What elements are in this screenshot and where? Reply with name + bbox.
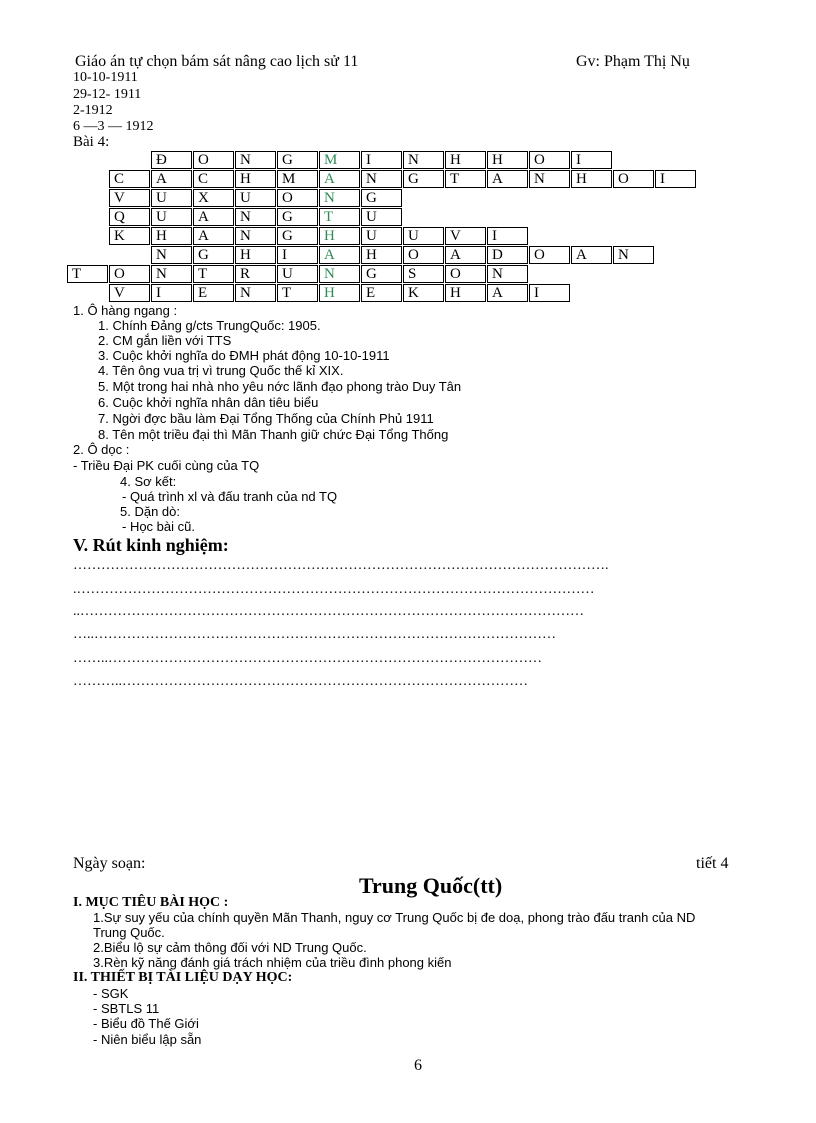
crossword-key-cell: A <box>319 246 360 264</box>
question-item: 3. Cuộc khởi nghĩa do ĐMH phát động 10-10-1911 <box>98 348 390 363</box>
page-number: 6 <box>414 1057 422 1074</box>
rkn-line: …..……………………………………………………………………………………… <box>73 627 556 642</box>
question-item: 7. Ngời đợc bầu làm Đại Tổng Thống của Chính Phủ 1911 <box>98 411 434 426</box>
sokket-item: - Quá trình xl và đấu tranh của nd TQ <box>122 489 338 504</box>
goal-3: 3.Rèn kỹ năng đánh giá trách nhiệm của triều đình phong kiến <box>93 955 452 970</box>
goal-2: 2.Biểu lộ sự cảm thông đối với ND Trung Quốc. <box>93 940 367 955</box>
crossword-cell: I <box>655 170 696 188</box>
date-4: 6 —3 — 1912 <box>73 119 154 134</box>
crossword-cell: I <box>151 284 192 302</box>
crossword-key-cell: N <box>319 189 360 207</box>
date-1: 10-10-1911 <box>73 70 138 85</box>
rkn-line: .………………………………………………………………………………………………… <box>73 582 595 597</box>
question-item: 8. Tên một triều đại thì Mãn Thanh giữ chức Đại Tổng Thống <box>98 427 449 442</box>
crossword-cell: N <box>235 227 276 245</box>
doc-title: 2. Ô dọc : <box>73 442 130 457</box>
bai-label: Bài 4: <box>73 134 110 150</box>
crossword-cell: G <box>277 227 318 245</box>
crossword-cell: N <box>235 208 276 226</box>
danddo-title: 5. Dặn dò: <box>120 504 180 519</box>
ngay-soan: Ngày soạn: <box>73 855 146 872</box>
crossword-cell: H <box>571 170 612 188</box>
header-left: Giáo án tự chọn bám sát nâng cao lịch sử 11 <box>75 53 359 70</box>
crossword-key-cell: H <box>319 284 360 302</box>
crossword-cell: N <box>613 246 654 264</box>
question-item: 1. Chính Đảng g/cts TrungQuốc: 1905. <box>98 318 321 333</box>
crossword-cell: I <box>277 246 318 264</box>
crossword-cell: I <box>487 227 528 245</box>
doc-item: - Triều Đại PK cuối cùng của TQ <box>73 458 260 473</box>
header-right: Gv: Phạm Thị Nụ <box>576 53 690 70</box>
questions-title: 1. Ô hàng ngang : <box>73 303 178 318</box>
crossword-cell: A <box>487 284 528 302</box>
crossword-cell: O <box>193 151 234 169</box>
crossword-cell: I <box>361 151 402 169</box>
question-item: 2. CM gắn liền với TTS <box>98 333 232 348</box>
section-thiet-bi: II. THIẾT BỊ TÀI LIỆU DẠY HỌC: <box>73 970 293 985</box>
section-muc-tieu: I. MỤC TIÊU BÀI HỌC : <box>73 895 229 910</box>
date-2: 29-12- 1911 <box>73 87 142 102</box>
crossword-cell: Q <box>109 208 150 226</box>
equipment-item: - Niên biểu lập sẵn <box>93 1032 202 1047</box>
crossword-cell: T <box>277 284 318 302</box>
question-item: 4. Tên ông vua trị vì trung Quốc thế kỉ XIX. <box>98 363 344 378</box>
crossword-cell: U <box>151 208 192 226</box>
crossword-cell: A <box>571 246 612 264</box>
crossword-cell: X <box>193 189 234 207</box>
crossword-cell: O <box>613 170 654 188</box>
rkn-title: V. Rút kinh nghiệm: <box>73 535 229 555</box>
crossword-cell: A <box>193 208 234 226</box>
crossword-cell: U <box>403 227 444 245</box>
crossword-cell: V <box>109 284 150 302</box>
tiet: tiết 4 <box>696 855 729 872</box>
crossword-cell: A <box>445 246 486 264</box>
crossword-cell: N <box>235 151 276 169</box>
crossword-cell: A <box>151 170 192 188</box>
crossword-cell: I <box>529 284 570 302</box>
lesson-title: Trung Quốc(tt) <box>359 873 503 898</box>
crossword-cell: R <box>235 265 276 283</box>
crossword-cell: U <box>361 208 402 226</box>
crossword-cell: D <box>487 246 528 264</box>
crossword-cell: V <box>109 189 150 207</box>
crossword-cell: H <box>361 246 402 264</box>
crossword-cell: C <box>193 170 234 188</box>
crossword-cell: A <box>193 227 234 245</box>
goal-1a: 1.Sự suy yếu của chính quyền Mãn Thanh, nguy cơ Trung Quốc bị đe doạ, phong trào đấu tranh của ND <box>93 910 696 925</box>
crossword-cell: H <box>151 227 192 245</box>
crossword-cell: O <box>403 246 444 264</box>
crossword-cell: O <box>445 265 486 283</box>
crossword-cell: N <box>151 265 192 283</box>
crossword-cell: N <box>361 170 402 188</box>
crossword-cell: O <box>529 151 570 169</box>
crossword-cell: H <box>235 170 276 188</box>
crossword-cell: G <box>361 265 402 283</box>
crossword-cell: G <box>277 208 318 226</box>
equipment-item: - SGK <box>93 986 129 1001</box>
danddo-item: - Học bài cũ. <box>122 519 195 534</box>
rkn-line: ..……………………………………………………………………………………………… <box>73 604 584 619</box>
crossword-cell: T <box>193 265 234 283</box>
crossword-cell: U <box>235 189 276 207</box>
crossword-cell: O <box>277 189 318 207</box>
crossword-cell: K <box>109 227 150 245</box>
crossword-cell: H <box>445 284 486 302</box>
crossword-cell: C <box>109 170 150 188</box>
crossword-cell: O <box>529 246 570 264</box>
equipment-item: - SBTLS 11 <box>93 1001 160 1016</box>
crossword-cell: U <box>277 265 318 283</box>
question-item: 5. Một trong hai nhà nho yêu nớc lãnh đạo phong trào Duy Tân <box>98 379 462 394</box>
rkn-line: ……………………………………………………………………………………………………. <box>73 558 609 573</box>
crossword-cell: V <box>445 227 486 245</box>
crossword-key-cell: A <box>319 170 360 188</box>
crossword-cell: A <box>487 170 528 188</box>
crossword-cell: K <box>403 284 444 302</box>
crossword-cell: T <box>445 170 486 188</box>
crossword-cell: Đ <box>151 151 192 169</box>
crossword-key-cell: N <box>319 265 360 283</box>
crossword-cell: N <box>235 284 276 302</box>
crossword-cell: H <box>487 151 528 169</box>
rkn-line: ……..………………………………………………………………………………… <box>73 651 542 666</box>
crossword-cell: N <box>529 170 570 188</box>
crossword-cell: N <box>403 151 444 169</box>
crossword-key-cell: H <box>319 227 360 245</box>
question-item: 6. Cuộc khởi nghĩa nhân dân tiêu biểu <box>98 395 319 410</box>
crossword-key-cell: M <box>319 151 360 169</box>
crossword-cell: G <box>361 189 402 207</box>
crossword-cell: H <box>445 151 486 169</box>
crossword-cell: T <box>67 265 108 283</box>
date-3: 2-1912 <box>73 103 113 118</box>
crossword-cell: N <box>151 246 192 264</box>
crossword-cell: S <box>403 265 444 283</box>
sokket-title: 4. Sơ kết: <box>120 474 177 489</box>
rkn-line: ………..…………………………………………………………………………… <box>73 674 528 689</box>
crossword-cell: O <box>109 265 150 283</box>
goal-1b: Trung Quốc. <box>93 925 165 940</box>
crossword-cell: U <box>151 189 192 207</box>
crossword-cell: H <box>235 246 276 264</box>
crossword-cell: E <box>361 284 402 302</box>
crossword-cell: U <box>361 227 402 245</box>
crossword-cell: N <box>487 265 528 283</box>
crossword-cell: G <box>277 151 318 169</box>
crossword-cell: G <box>193 246 234 264</box>
crossword-cell: G <box>403 170 444 188</box>
equipment-item: - Biểu đồ Thế Giới <box>93 1016 199 1031</box>
crossword-key-cell: T <box>319 208 360 226</box>
crossword-cell: E <box>193 284 234 302</box>
crossword-cell: I <box>571 151 612 169</box>
crossword-cell: M <box>277 170 318 188</box>
